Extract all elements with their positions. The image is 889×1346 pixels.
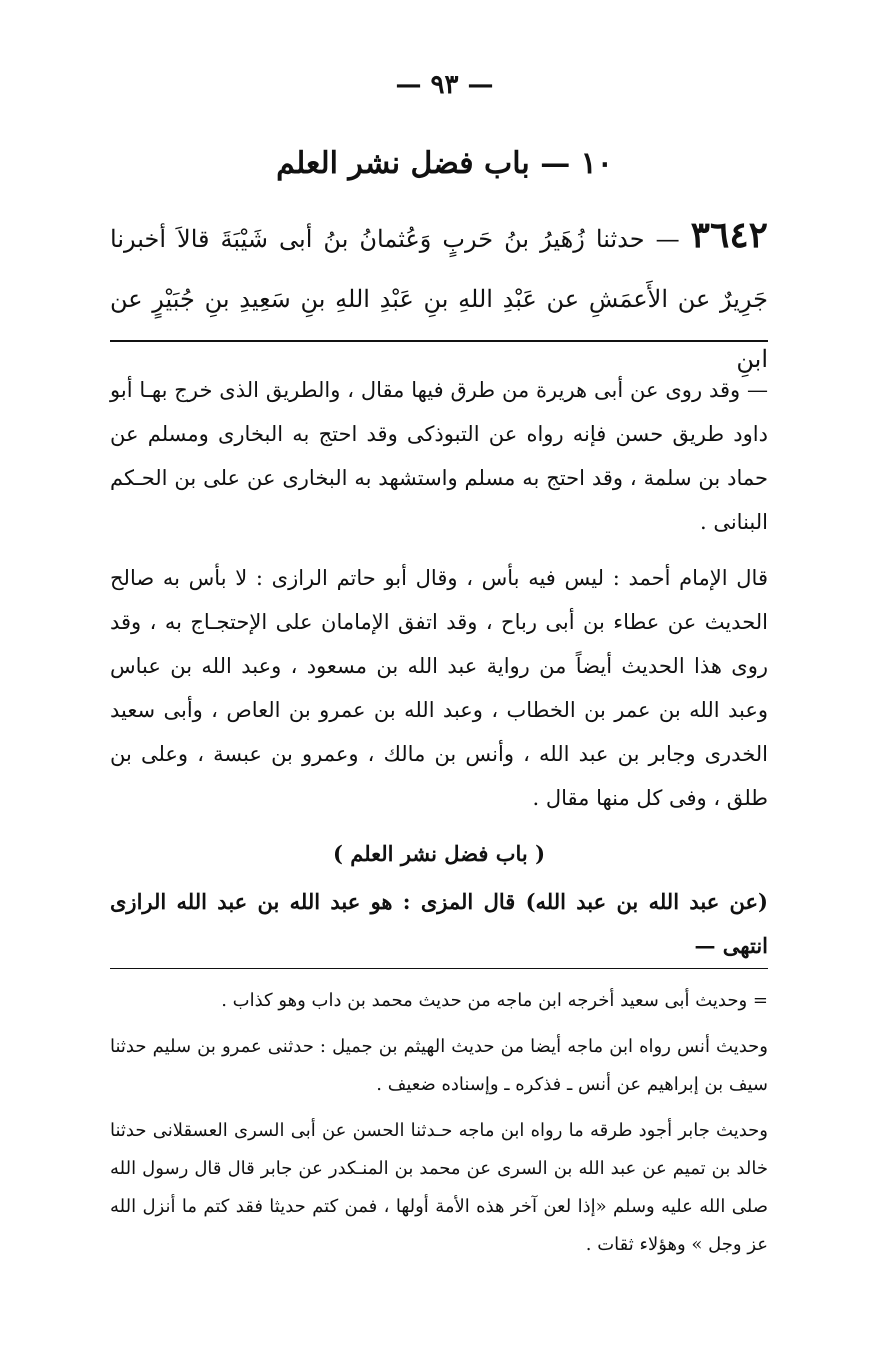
hadith-text-block (110, 205, 768, 389)
chapter-heading: ١٠ — باب فضل نشر العلم (276, 146, 613, 181)
commentary-paragraph-3: (عن عبد الله بن عبد الله) قال المزى : هو عبد الله بن عبد الله الرازى انتهى — (110, 889, 768, 958)
commentary-paragraph-1: — وقد روى عن أبى هريرة من طرق فيها مقال ، والطريق الذى خرج بهـا أبو داود طريق حسن فإنه رواه عن التبوذكى وقد احتج به البخارى ومسلم عن حماد بن سلمة ، وقد احتج به مسلم واستشهد به البخارى عن على بن الحـكم البنانى . (110, 378, 768, 534)
footnote-2: وحديث أنس رواه ابن ماجه أيضا من حديث الهيثم بن جميل : حدثنى عمرو بن سليم حدثنا سيف بن إبراهيم عن أنس ـ فذكره ـ وإسناده ضعيف . (110, 1036, 768, 1095)
footnotes-section (110, 982, 768, 1272)
divider-top (110, 340, 768, 342)
page-number: — ٩٣ — (395, 70, 494, 100)
commentary-subheading: ( باب فضل نشر العلم ) (332, 841, 546, 866)
commentary-paragraph-2: قال الإمام أحمد : ليس فيه بأس ، وقال أبو حاتم الرازى : لا بأس به صالح الحديث عن عطاء بن أبى رباح ، وقد اتفق الإمامان على الإحتجـاج به ، وقد روى هذا الحديث أيضاً من رواية عبد الله بن مسعود ، وعبد الله بن عباس وعبد الله بن عمر بن الخطاب ، وعبد الله بن عمرو بن العاص ، وأبى سعيد الخدرى وجابر بن عبد الله ، وأنس بن مالك ، وعمرو بن عبسة ، وعلى بن طلق ، وفى كل منها مقال . (110, 566, 768, 810)
hadith-text: — حدثنا زُهَيرُ بنُ حَربٍ وَعُثمانُ بنُ أبى شَيْبَةَ قالاَ أخبرنا جَرِيرٌ عن الأَعمَشِ عن عَبْدِ اللهِ بنِ عَبْدِ اللهِ بنِ سَعِيدِ بنِ جُبَيْرٍ عن ابنِ (110, 225, 768, 373)
divider-footnotes (110, 968, 768, 969)
footnote-3: وحديث جابر أجود طرقه ما رواه ابن ماجه حـدثنا الحسن عن أبى السرى العسقلانى حدثنا خالد بن تميم عن عبد الله بن السرى عن محمد بن المنـكدر عن جابر قال قال رسول الله صلى الله عليه وسلم «إذا لعن آخر هذه الأمة أولها ، فمن كتم حديثا فقد كتم ما أنزل الله عز وجل » وهؤلاء ثقات . (110, 1120, 768, 1255)
hadith-number: ٣٦٤٢ (690, 214, 768, 256)
commentary-section (110, 368, 768, 980)
footnote-1: = وحديث أبى سعيد أخرجه ابن ماجه من حديث محمد بن داب وهو كذاب . (221, 990, 768, 1011)
